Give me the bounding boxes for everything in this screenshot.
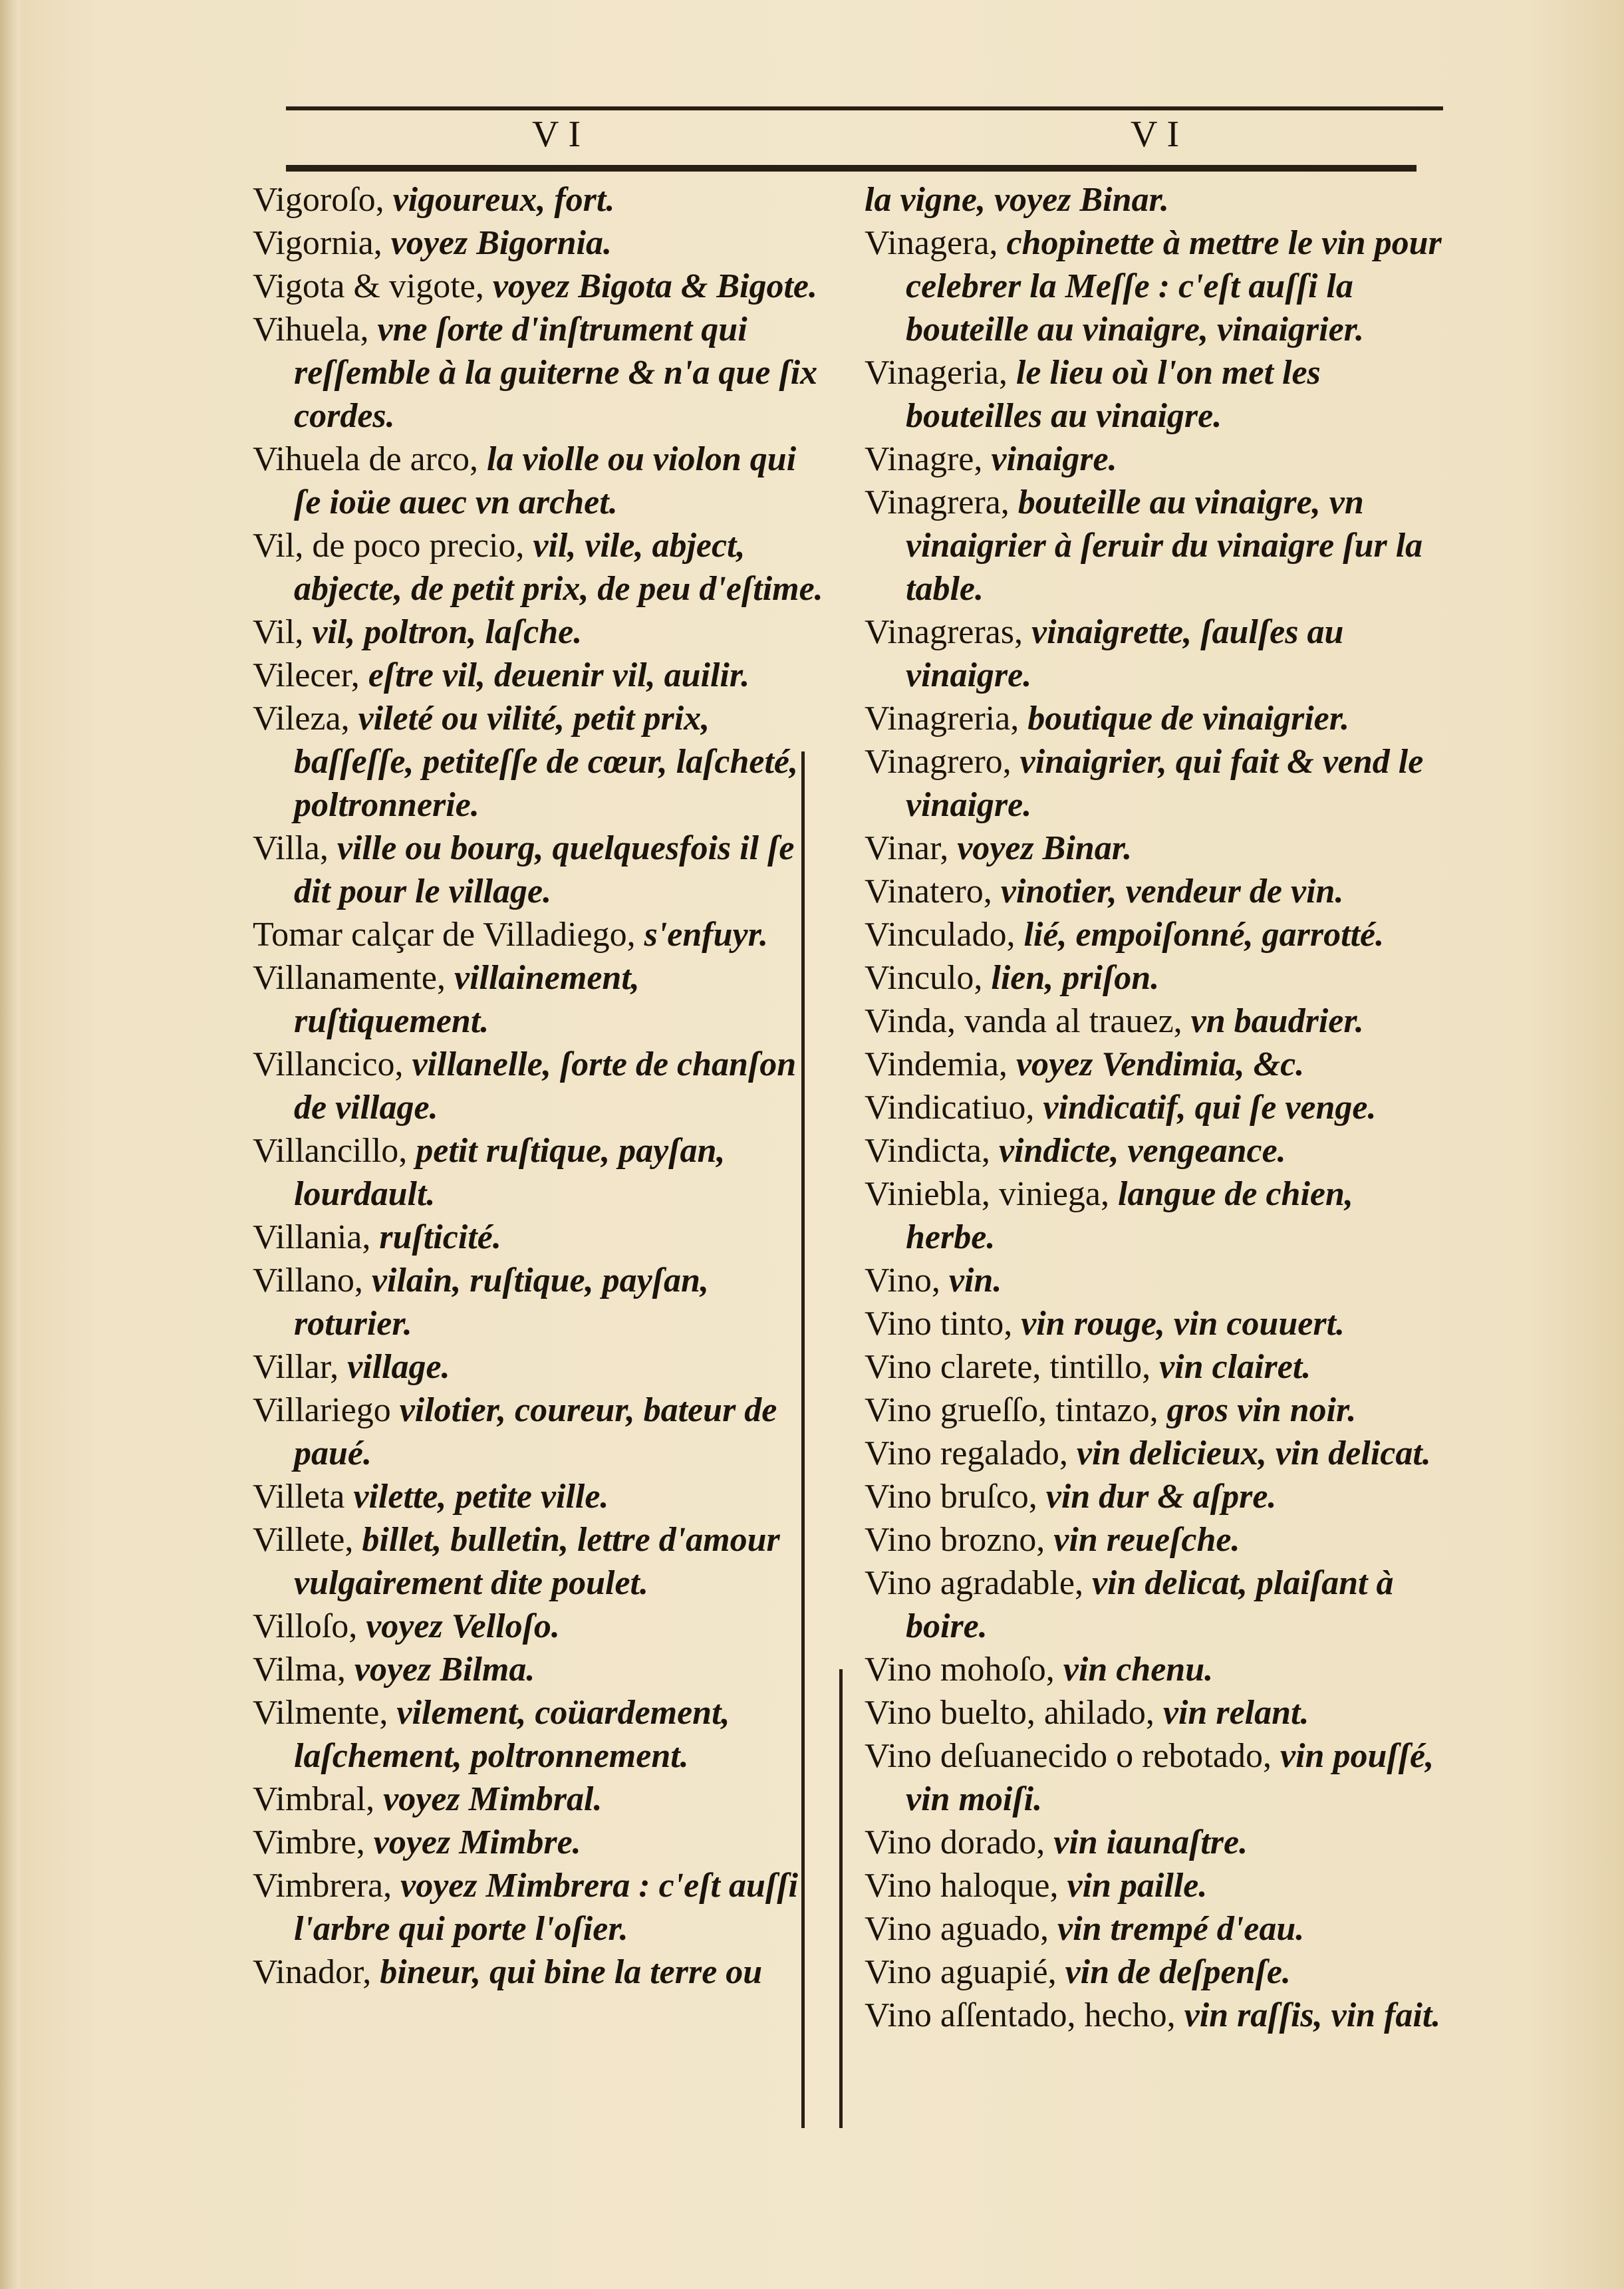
entry-definition: vin clairet.: [1159, 1348, 1311, 1386]
entry-headword: Vil,: [253, 613, 304, 651]
entry-headword: Villoſo,: [253, 1607, 358, 1645]
entry-headword: Vinar,: [865, 829, 949, 867]
entry-headword: Vino agradable,: [865, 1564, 1083, 1602]
dictionary-entry: [253, 1129, 825, 1216]
entry-definition: vinaigrette, ſaulſes au vinaigre.: [906, 613, 1344, 694]
dictionary-entry: [253, 524, 825, 610]
entry-headword: Vinagrera,: [865, 483, 1010, 521]
dictionary-entry: [865, 438, 1443, 481]
entry-definition: vin rouge, vin couuert.: [1021, 1305, 1345, 1343]
entry-headword: Vil, de poco precio,: [253, 527, 525, 565]
entry-definition: voyez Vendimia, &c.: [1015, 1045, 1305, 1083]
entry-definition: vilement, coüardement, laſchement, poltronnement.: [294, 1694, 730, 1775]
dictionary-entry: [253, 1778, 825, 1821]
dictionary-entry: [865, 827, 1443, 870]
running-head-left: VI: [532, 114, 591, 155]
entry-headword: Vino clarete, tintillo,: [865, 1348, 1151, 1386]
entry-definition: ville ou bourg, quelquesfois il ſe dit pour le village.: [294, 829, 795, 910]
dictionary-entry: [865, 1432, 1443, 1475]
entry-headword: Vino aſſentado, hecho,: [865, 1996, 1176, 2034]
entry-headword: Vino haloque,: [865, 1867, 1059, 1905]
dictionary-entry: [253, 438, 825, 524]
entry-headword: Villeta: [253, 1478, 345, 1516]
dictionary-entry: [253, 956, 825, 1043]
entry-headword: Vino buelto, ahilado,: [865, 1694, 1154, 1732]
entry-headword: Vino aguado,: [865, 1910, 1049, 1948]
entry-definition: vin iaunaſtre.: [1053, 1823, 1248, 1861]
entry-headword: Vinculado,: [865, 916, 1015, 954]
entry-definition: vilotier, coureur, bateur de paué.: [294, 1391, 777, 1472]
entry-headword: Vimbral,: [253, 1780, 375, 1818]
entry-definition: vinotier, vendeur de vin.: [1000, 873, 1344, 910]
dictionary-entry: [865, 697, 1443, 740]
entry-headword: Villania,: [253, 1218, 371, 1256]
dictionary-entry: [253, 1259, 825, 1345]
dictionary-entry: [253, 1216, 825, 1259]
entry-headword: Vihuela,: [253, 311, 369, 348]
entry-definition: s'enfuyr.: [644, 916, 768, 954]
entry-definition: vin delicat, plaiſant à boire.: [906, 1564, 1394, 1645]
entry-headword: Tomar calçar de Villadiego,: [253, 916, 636, 954]
entry-headword: Vinador,: [253, 1953, 372, 1991]
entry-definition: vindicte, vengeance.: [998, 1132, 1286, 1170]
entry-headword: Vino brozno,: [865, 1521, 1045, 1559]
entry-headword: Vimbrera,: [253, 1867, 392, 1905]
entry-headword: Vigoroſo,: [253, 181, 384, 219]
entry-headword: Villa,: [253, 829, 329, 867]
entry-definition: voyez Mimbrera : c'eſt auſſi l'arbre qui porte l'oſier.: [294, 1867, 798, 1948]
entry-definition: lien, priſon.: [991, 959, 1160, 997]
entry-definition: villainement, ruſtiquement.: [294, 959, 640, 1040]
dictionary-entry: [865, 913, 1443, 956]
dictionary-entry: [253, 1389, 825, 1475]
dictionary-entry: [865, 1302, 1443, 1345]
entry-definition: voyez Bigota & Bigote.: [492, 267, 817, 305]
entry-definition: vileté ou vilité, petit prix, baſſeſſe, petiteſſe de cœur, laſcheté, poltronnerie.: [294, 700, 799, 824]
entry-definition: villanelle, ſorte de chanſon de village.: [294, 1045, 797, 1127]
entry-headword: Villete,: [253, 1521, 354, 1559]
dictionary-entry: [865, 1951, 1443, 1994]
dictionary-entry: [865, 1086, 1443, 1129]
dictionary-entry: [865, 1259, 1443, 1302]
entry-headword: Vino regalado,: [865, 1434, 1068, 1472]
entry-definition: lié, empoiſonné, garrotté.: [1023, 916, 1385, 954]
dictionary-entry: [253, 1518, 825, 1605]
dictionary-entry: [253, 1648, 825, 1691]
dictionary-entry: [865, 1907, 1443, 1951]
entry-headword: Vinagera,: [865, 224, 998, 262]
entry-headword: Villanamente,: [253, 959, 446, 997]
entry-definition: vin dur & aſpre.: [1045, 1478, 1277, 1516]
entry-definition: gros vin noir.: [1166, 1391, 1357, 1429]
entry-headword: Vindicta,: [865, 1132, 990, 1170]
entry-headword: Vinagreras,: [865, 613, 1023, 651]
entry-headword: Villancillo,: [253, 1132, 408, 1170]
binding-shadow: [0, 0, 20, 2289]
entry-definition: vin delicieux, vin delicat.: [1076, 1434, 1431, 1472]
entry-headword: Vinculo,: [865, 959, 983, 997]
entry-headword: Villariego: [253, 1391, 391, 1429]
dictionary-entry: [865, 740, 1443, 827]
dictionary-entry: [865, 1172, 1443, 1259]
entry-headword: Vinagre,: [865, 440, 983, 478]
entry-definition: la violle ou violon qui ſe ioüe auec vn archet.: [294, 440, 797, 521]
dictionary-entry: [865, 1475, 1443, 1518]
entry-definition: bouteille au vinaigre, vn vinaigrier à ſeruir du vinaigre ſur la table.: [906, 483, 1423, 608]
dictionary-entry: [253, 1475, 825, 1518]
entry-headword: Vinda, vanda al trauez,: [865, 1002, 1182, 1040]
entry-headword: Vigota & vigote,: [253, 267, 484, 305]
dictionary-entry: [865, 1734, 1443, 1821]
dictionary-entry: [865, 221, 1443, 351]
entry-definition: vin trempé d'eau.: [1057, 1910, 1305, 1948]
entry-definition: vin pouſſé, vin moiſi.: [906, 1737, 1434, 1818]
entry-definition: voyez Binar.: [957, 829, 1133, 867]
header-bottom-rule: [286, 165, 1417, 172]
entry-definition: le lieu où l'on met les bouteilles au vinaigre.: [906, 354, 1321, 435]
entry-definition: ruſticité.: [379, 1218, 501, 1256]
entry-headword: Vino dorado,: [865, 1823, 1045, 1861]
dictionary-entry: [865, 1561, 1443, 1648]
entry-headword: Vimbre,: [253, 1823, 365, 1861]
entry-headword: Vino tinto,: [865, 1305, 1013, 1343]
entry-headword: Vilecer,: [253, 656, 360, 694]
entry-definition: vne ſorte d'inſtrument qui reſſemble à la guiterne & n'a que ſix cordes.: [294, 311, 818, 435]
dictionary-entry: [865, 1389, 1443, 1432]
entry-headword: Villar,: [253, 1348, 339, 1386]
entry-headword: Villano,: [253, 1262, 363, 1299]
entry-definition: voyez Velloſo.: [366, 1607, 560, 1645]
dictionary-entry: [253, 1605, 825, 1648]
entry-headword: Vino aguapié,: [865, 1953, 1057, 1991]
entry-definition: chopinette à mettre le vin pour celebrer la Meſſe : c'eſt auſſi la bouteille au vinaigre, vinaigrier.: [906, 224, 1442, 348]
entry-definition: vin relant.: [1162, 1694, 1309, 1732]
entry-definition: vin.: [948, 1262, 1002, 1299]
entry-definition: vin chenu.: [1063, 1651, 1214, 1688]
entry-headword: Vino deſuanecido o rebotado,: [865, 1737, 1272, 1775]
entry-headword: Vino grueſſo, tintazo,: [865, 1391, 1158, 1429]
entry-definition: village.: [347, 1348, 450, 1386]
entry-definition: vil, vile, abject, abjecte, de petit prix, de peu d'eſtime.: [294, 527, 823, 608]
dictionary-entry: [865, 1864, 1443, 1907]
entry-definition: vin de deſpenſe.: [1065, 1953, 1291, 1991]
entry-definition: vn baudrier.: [1190, 1002, 1364, 1040]
entry-headword: Vino mohoſo,: [865, 1651, 1055, 1688]
dictionary-entry: [865, 1345, 1443, 1389]
entry-definition: vinaigre.: [991, 440, 1117, 478]
dictionary-entry: [253, 1821, 825, 1864]
dictionary-entry: [865, 1518, 1443, 1561]
dictionary-entry: [865, 610, 1443, 697]
entry-headword: Vinagreria,: [865, 700, 1019, 738]
running-head-right: VI: [1131, 114, 1189, 155]
dictionary-entry: [253, 1691, 825, 1778]
entry-headword: Vigornia,: [253, 224, 382, 262]
dictionary-entry: [865, 1000, 1443, 1043]
dictionary-entry: [865, 870, 1443, 913]
entry-headword: Vino,: [865, 1262, 940, 1299]
dictionary-entry: [865, 1994, 1443, 2037]
dictionary-entry: [253, 1951, 825, 1994]
dictionary-entry: [253, 827, 825, 913]
entry-definition: billet, bulletin, lettre d'amour vulgairement dite poulet.: [294, 1521, 780, 1602]
dictionary-entry: [865, 1648, 1443, 1691]
entry-definition: vin raſſis, vin fait.: [1184, 1996, 1441, 2034]
dictionary-entry: [865, 1129, 1443, 1172]
column-rule-right: [839, 1669, 843, 2128]
entry-definition: eſtre vil, deuenir vil, auilir.: [368, 656, 750, 694]
entry-headword: Vino bruſco,: [865, 1478, 1037, 1516]
entry-definition: voyez Mimbral.: [383, 1780, 603, 1818]
entry-definition: vinaigrier, qui fait & vend le vinaigre.: [906, 743, 1424, 824]
dictionary-entry: [253, 221, 825, 265]
entry-definition: vilain, ruſtique, payſan, roturier.: [294, 1262, 709, 1343]
entry-headword: Vileza,: [253, 700, 350, 738]
entry-definition: voyez Mimbre.: [373, 1823, 581, 1861]
entry-definition: vilette, petite ville.: [353, 1478, 609, 1516]
dictionary-entry: [253, 1345, 825, 1389]
dictionary-entry: [865, 1691, 1443, 1734]
dictionary-entry: [253, 1864, 825, 1951]
dictionary-entry: [865, 178, 1443, 221]
dictionary-entry: [253, 697, 825, 827]
entry-definition: la vigne, voyez Binar.: [865, 181, 1169, 219]
header-top-rule: [286, 106, 1443, 110]
entry-definition: vigoureux, fort.: [392, 181, 615, 219]
entry-headword: Vindemia,: [865, 1045, 1008, 1083]
entry-definition: langue de chien, herbe.: [906, 1175, 1353, 1256]
entry-headword: Vihuela de arco,: [253, 440, 479, 478]
entry-headword: Villancico,: [253, 1045, 404, 1083]
dictionary-column-right: [865, 178, 1443, 2037]
dictionary-entry: [253, 178, 825, 221]
entry-definition: bineur, qui bine la terre ou: [380, 1953, 763, 1991]
entry-headword: Vinagrero,: [865, 743, 1012, 781]
dictionary-entry: [253, 610, 825, 654]
dictionary-entry: [253, 308, 825, 438]
dictionary-entry: [253, 1043, 825, 1129]
entry-headword: Vinageria,: [865, 354, 1008, 392]
dictionary-entry: [865, 481, 1443, 610]
entry-definition: vin reueſche.: [1053, 1521, 1240, 1559]
dictionary-entry: [253, 265, 825, 308]
dictionary-entry: [865, 1821, 1443, 1864]
entry-definition: voyez Bigornia.: [390, 224, 612, 262]
entry-definition: petit ruſtique, payſan, lourdault.: [294, 1132, 726, 1213]
entry-definition: vin paille.: [1067, 1867, 1208, 1905]
entry-headword: Vinatero,: [865, 873, 992, 910]
dictionary-column-left: [253, 178, 825, 1994]
entry-definition: voyez Bilma.: [354, 1651, 535, 1688]
dictionary-entry: [865, 956, 1443, 1000]
entry-headword: Vilma,: [253, 1651, 346, 1688]
entry-headword: Vilmente,: [253, 1694, 388, 1732]
dictionary-entry: [865, 351, 1443, 438]
entry-definition: vil, poltron, laſche.: [312, 613, 583, 651]
entry-definition: boutique de vinaigrier.: [1027, 700, 1350, 738]
dictionary-entry: [253, 654, 825, 697]
entry-definition: vindicatif, qui ſe venge.: [1043, 1089, 1377, 1127]
dictionary-entry: [865, 1043, 1443, 1086]
dictionary-entry: [253, 913, 825, 956]
entry-headword: Vindicatiuo,: [865, 1089, 1035, 1127]
entry-headword: Viniebla, viniega,: [865, 1175, 1109, 1213]
